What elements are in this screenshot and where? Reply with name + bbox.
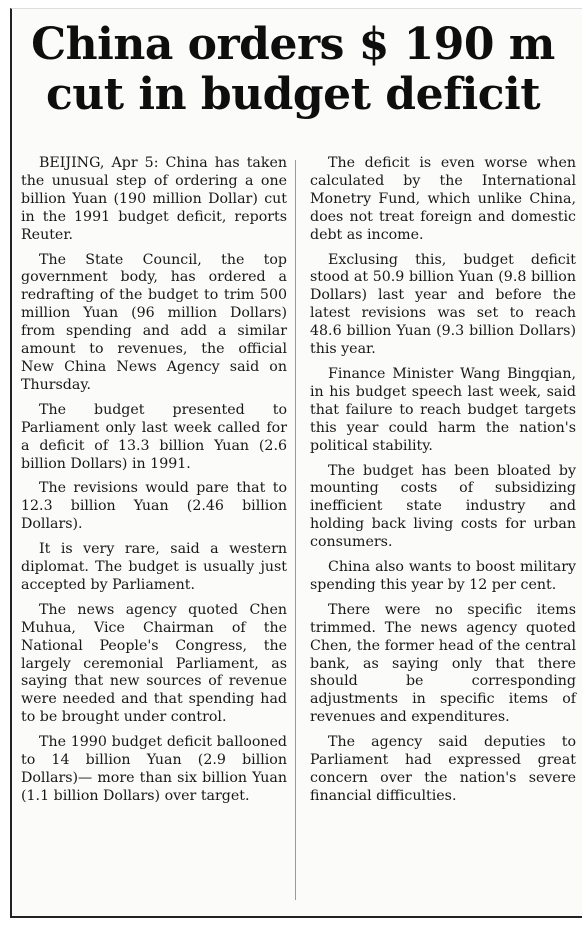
paragraph: The budget has been bloated by mounting costs of subsidizing inefficient state industry and holding back living costs for urban consumers.: [310, 462, 576, 551]
paragraph: It is very rare, said a western diplomat. The budget is usually just accepted by Parliament.: [21, 541, 287, 593]
paragraph: There were no specific items trimmed. The news agency quoted Chen, the former head of the central bank, as saying only that there should be corresponding adjustments in specific items of revenues and expenditures.: [310, 601, 576, 726]
paragraph: The deficit is even worse when calculated by the International Monetry Fund, which unlike China, does not treat foreign and domestic debt as income.: [310, 155, 576, 243]
paragraph: The 1990 budget deficit ballooned to 14 billion Yuan (2.9 billion Dollars)— more than six billion Yuan (1.1 billion Dollars) over target.: [21, 734, 287, 804]
paragraph: The news agency quoted Chen Muhua, Vice Chairman of the National People's Congress, the largely ceremonial Parliament, as saying that new sources of revenue were needed and that spending had to be brought under control.: [21, 601, 287, 726]
article-headline: [12, 20, 574, 120]
paragraph: The budget presented to Parliament only last week called for a deficit of 13.3 billion Yuan (2.6 billion Dollars) in 1991.: [21, 401, 287, 472]
paragraph: China also wants to boost military spending this year by 12 per cent.: [310, 559, 576, 593]
headline-line-2: cut in budget deficit: [45, 69, 541, 120]
article-column-right: [310, 155, 576, 813]
headline-line-1: China orders $ 190 m: [31, 19, 555, 70]
column-divider: [295, 160, 296, 900]
paragraph: BEIJING, Apr 5: China has taken the unusual step of ordering a one billion Yuan (190 million Dollar) cut in the 1991 budget deficit, reports Reuter.: [21, 155, 287, 243]
article-column-left: [21, 155, 287, 813]
paragraph: Finance Minister Wang Bingqian, in his budget speech last week, said that failure to reach budget targets this year could harm the nation's political stability.: [310, 365, 576, 454]
paragraph: The revisions would pare that to 12.3 billion Yuan (2.46 billion Dollars).: [21, 480, 287, 533]
paragraph: The agency said deputies to Parliament had expressed great concern over the nation's severe financial difficulties.: [310, 734, 576, 804]
paragraph: Exclusing this, budget deficit stood at 50.9 billion Yuan (9.8 billion Dollars) last year and before the latest revisions was set to reach 48.6 billion Yuan (9.3 billion Dollars) this year.: [310, 251, 576, 358]
paragraph: The State Council, the top government body, has ordered a redrafting of the budget to trim 500 million Yuan (96 million Dollars) from spending and add a similar amount to revenues, the official New China News Agency said on Thursday.: [21, 251, 287, 393]
